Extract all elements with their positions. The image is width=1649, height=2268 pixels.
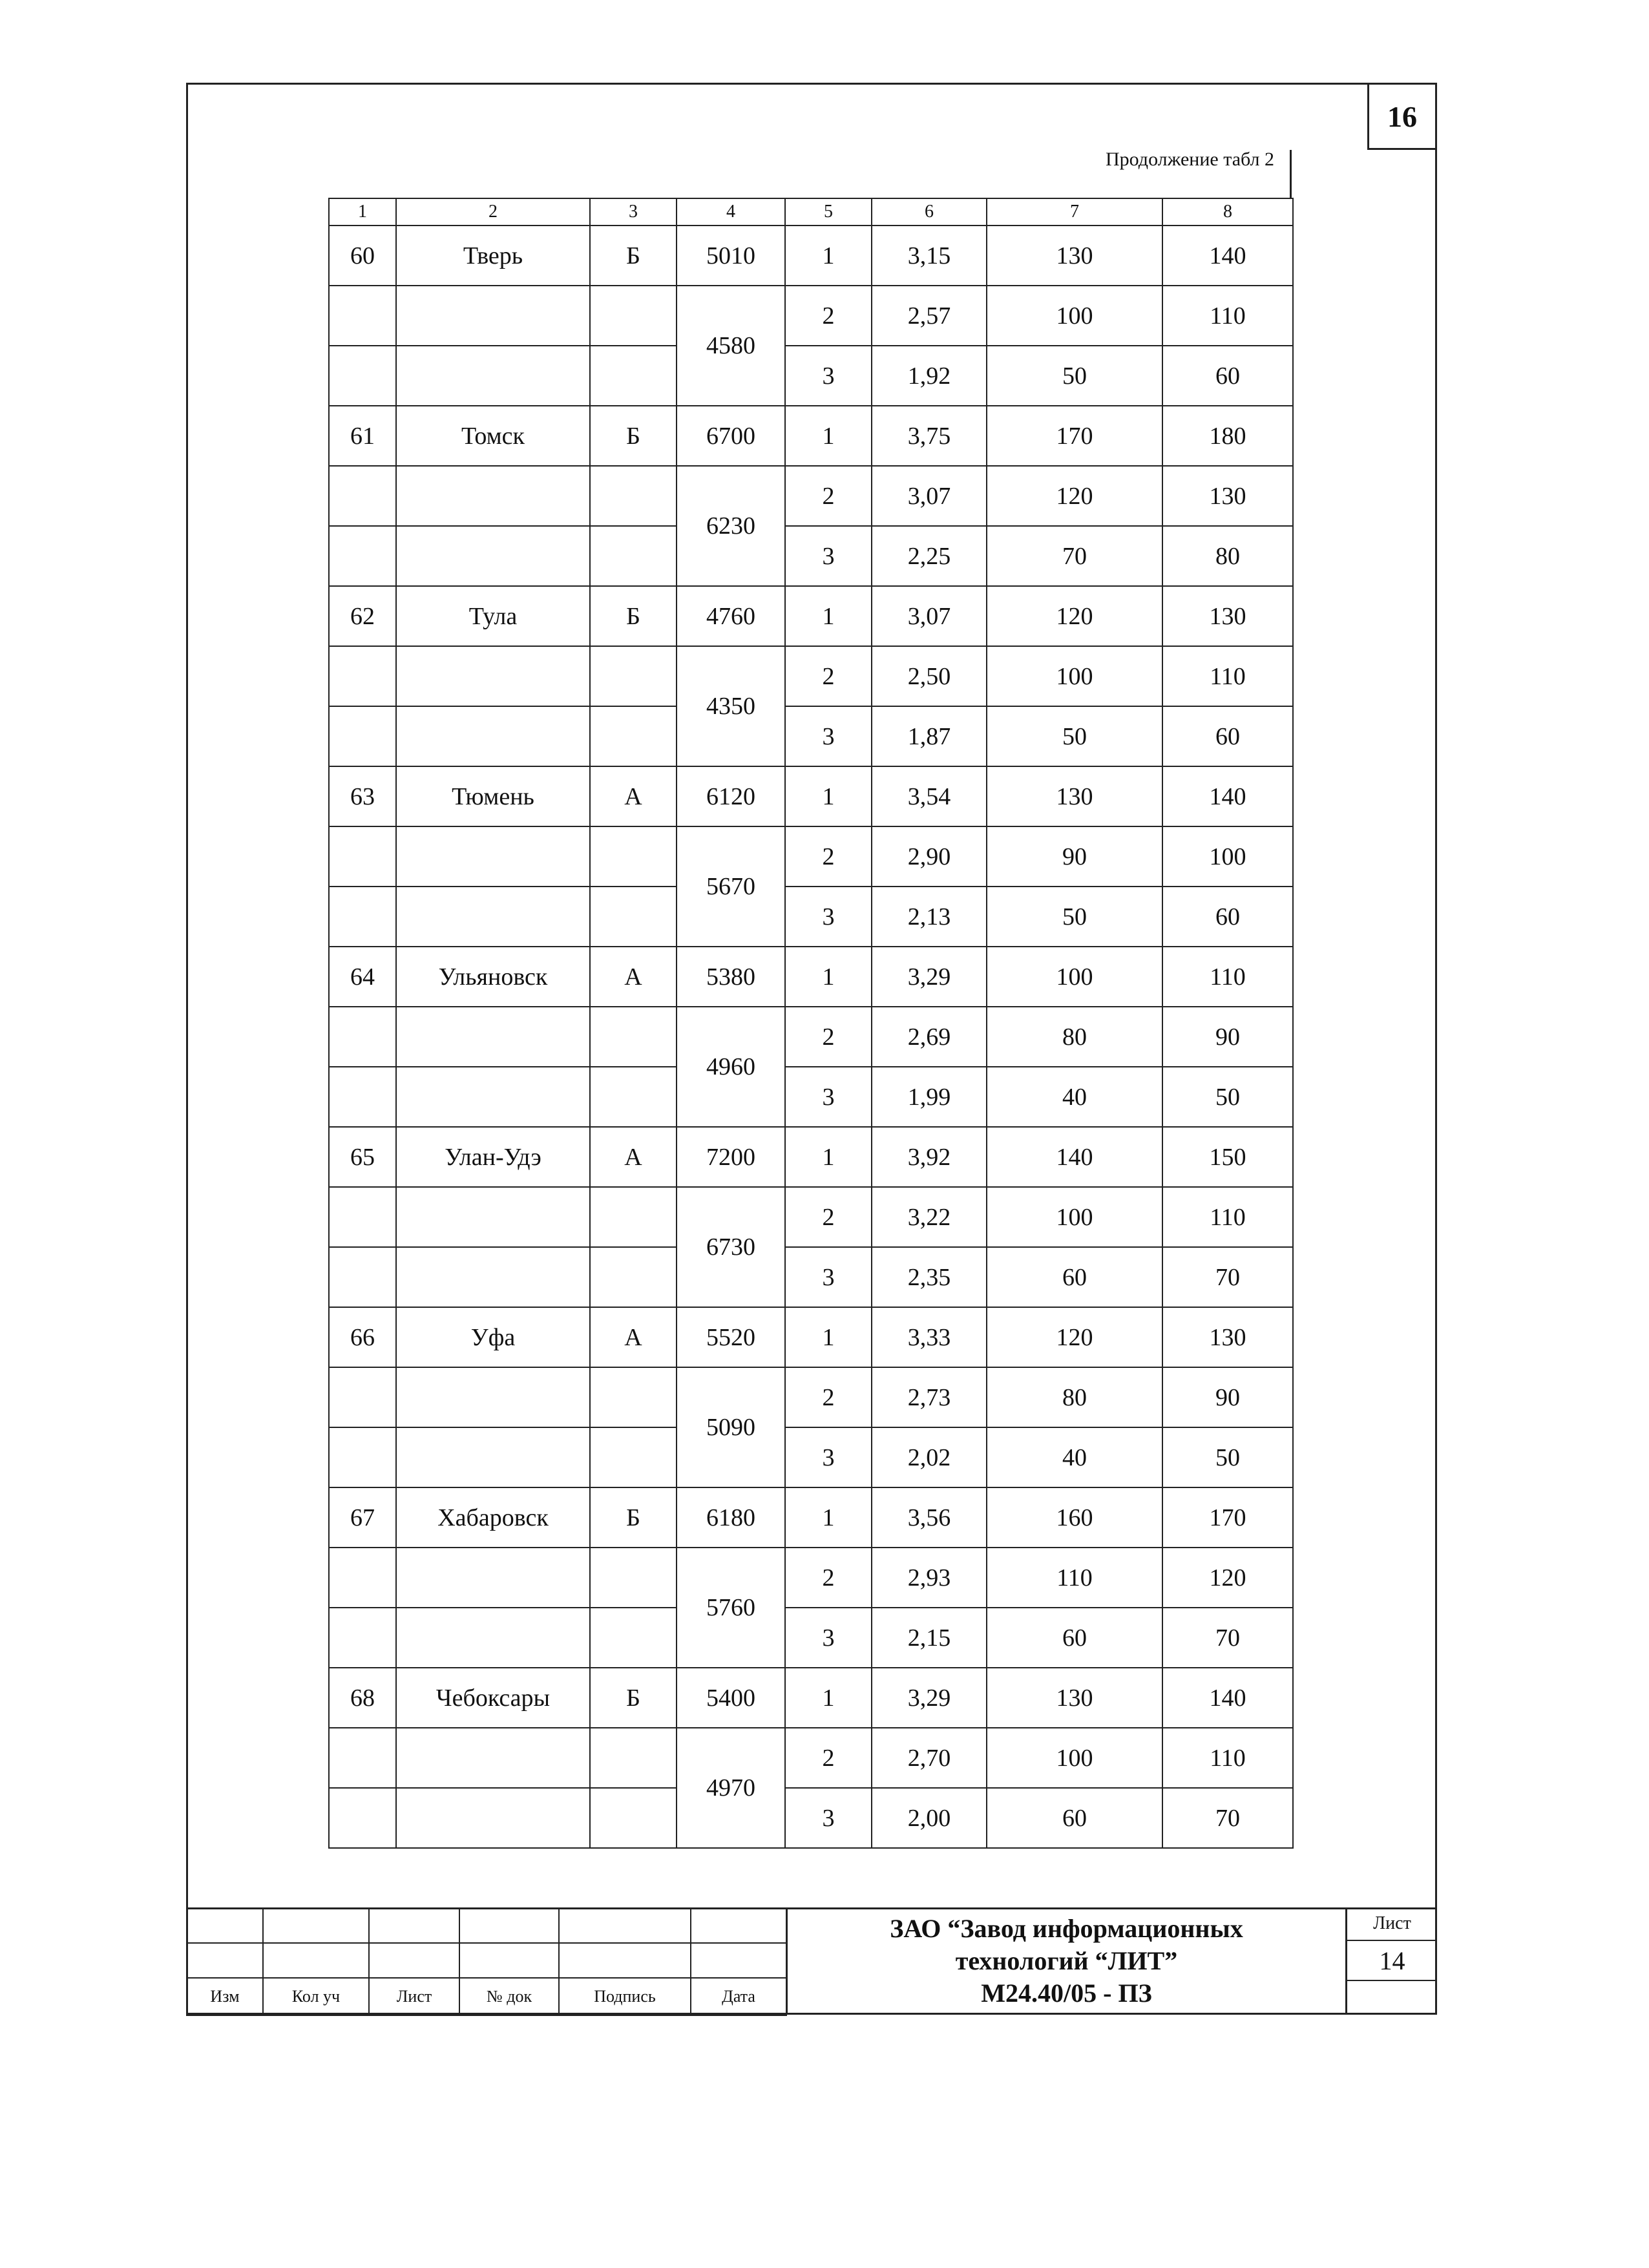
data-cell: 2,90: [872, 826, 987, 887]
page-number: 16: [1367, 83, 1437, 150]
empty-cell: [396, 1187, 590, 1247]
empty-cell: [396, 526, 590, 586]
data-cell: 80: [987, 1367, 1162, 1427]
empty-cell: [396, 1728, 590, 1788]
org-line-1: ЗАО “Завод информационных: [890, 1914, 1243, 1943]
empty-cell: [329, 1067, 396, 1127]
empty-cell: [329, 1427, 396, 1487]
data-cell: 100: [987, 1728, 1162, 1788]
data-cell: 140: [1162, 766, 1293, 826]
city-cell: Уфа: [396, 1307, 590, 1367]
document-code: М24.40/05 - ПЗ: [981, 1979, 1152, 2008]
data-cell: 110: [1162, 286, 1293, 346]
value-cell: 5760: [677, 1548, 785, 1668]
revision-cell: [559, 1908, 691, 1943]
data-cell: 110: [1162, 947, 1293, 1007]
data-cell: 80: [987, 1007, 1162, 1067]
stamp-col-list: Лист: [369, 1978, 459, 2015]
row-number-cell: 68: [329, 1668, 396, 1728]
empty-cell: [329, 286, 396, 346]
data-cell: 50: [987, 887, 1162, 947]
city-cell: Тула: [396, 586, 590, 646]
data-cell: 130: [1162, 466, 1293, 526]
zone-cell: А: [590, 947, 677, 1007]
header-cell: 6: [872, 198, 987, 226]
data-cell: 140: [987, 1127, 1162, 1187]
data-cell: 3,15: [872, 226, 987, 286]
revision-cell: [691, 1908, 786, 1943]
revision-cell: [691, 1943, 786, 1978]
value-cell: 6180: [677, 1487, 785, 1548]
empty-cell: [329, 466, 396, 526]
zone-cell: Б: [590, 586, 677, 646]
data-cell: 120: [987, 586, 1162, 646]
data-cell: 130: [1162, 1307, 1293, 1367]
empty-cell: [396, 346, 590, 406]
empty-cell: [396, 646, 590, 706]
data-cell: 2,15: [872, 1608, 987, 1668]
value-cell: 4760: [677, 586, 785, 646]
data-cell: 2: [785, 466, 872, 526]
empty-cell: [590, 466, 677, 526]
empty-cell: [590, 1427, 677, 1487]
empty-cell: [396, 706, 590, 766]
revision-cell: [459, 1908, 559, 1943]
data-cell: 120: [987, 1307, 1162, 1367]
revision-cell: [559, 1943, 691, 1978]
value-cell: 6230: [677, 466, 785, 586]
data-cell: 120: [1162, 1548, 1293, 1608]
data-cell: 150: [1162, 1127, 1293, 1187]
header-cell: 1: [329, 198, 396, 226]
header-row: [329, 198, 1293, 226]
row-number-cell: 62: [329, 586, 396, 646]
value-cell: 5010: [677, 226, 785, 286]
data-cell: 3,07: [872, 586, 987, 646]
empty-cell: [590, 1608, 677, 1668]
data-cell: 100: [987, 286, 1162, 346]
empty-cell: [329, 1548, 396, 1608]
data-cell: 3,54: [872, 766, 987, 826]
data-cell: 60: [1162, 346, 1293, 406]
value-cell: 5520: [677, 1307, 785, 1367]
value-cell: 6120: [677, 766, 785, 826]
empty-cell: [590, 1788, 677, 1848]
table-row: [329, 646, 1293, 706]
empty-cell: [329, 1788, 396, 1848]
data-cell: 130: [1162, 586, 1293, 646]
empty-cell: [590, 1367, 677, 1427]
data-cell: 170: [987, 406, 1162, 466]
data-cell: 100: [1162, 826, 1293, 887]
data-cell: 2,13: [872, 887, 987, 947]
data-cell: 2: [785, 1367, 872, 1427]
data-cell: 2: [785, 646, 872, 706]
row-number-cell: 64: [329, 947, 396, 1007]
data-cell: 1: [785, 586, 872, 646]
stamp-col-date: Дата: [691, 1978, 786, 2015]
data-cell: 3: [785, 887, 872, 947]
row-number-cell: 66: [329, 1307, 396, 1367]
data-cell: 3: [785, 1067, 872, 1127]
continuation-marker: [1290, 150, 1292, 198]
data-cell: 110: [987, 1548, 1162, 1608]
city-cell: Чебоксары: [396, 1668, 590, 1728]
empty-cell: [329, 1007, 396, 1067]
stamp-col-doc: № док: [459, 1978, 559, 2015]
header-cell: 8: [1162, 198, 1293, 226]
data-cell: 50: [987, 346, 1162, 406]
revision-cell: [369, 1908, 459, 1943]
data-cell: 40: [987, 1067, 1162, 1127]
data-cell: 2: [785, 1548, 872, 1608]
empty-cell: [590, 1247, 677, 1307]
data-cell: 2,02: [872, 1427, 987, 1487]
empty-cell: [590, 1548, 677, 1608]
zone-cell: Б: [590, 1668, 677, 1728]
data-cell: 140: [1162, 1668, 1293, 1728]
data-cell: 3: [785, 1427, 872, 1487]
data-cell: 3,29: [872, 947, 987, 1007]
empty-cell: [329, 1367, 396, 1427]
data-cell: 3,92: [872, 1127, 987, 1187]
data-cell: 1: [785, 406, 872, 466]
revision-cell: [187, 1908, 263, 1943]
revision-cell: [263, 1908, 369, 1943]
data-cell: 3: [785, 1608, 872, 1668]
table-row: [329, 1247, 1293, 1307]
data-cell: 1,92: [872, 346, 987, 406]
table-row: [329, 406, 1293, 466]
header-cell: 4: [677, 198, 785, 226]
row-number-cell: 65: [329, 1127, 396, 1187]
empty-cell: [396, 466, 590, 526]
empty-cell: [396, 1608, 590, 1668]
empty-cell: [396, 1788, 590, 1848]
empty-cell: [329, 706, 396, 766]
data-cell: 1: [785, 766, 872, 826]
data-cell: 3: [785, 1788, 872, 1848]
data-cell: 2: [785, 1007, 872, 1067]
data-cell: 3: [785, 346, 872, 406]
value-cell: 5380: [677, 947, 785, 1007]
table-row: [329, 466, 1293, 526]
data-cell: 1,87: [872, 706, 987, 766]
data-cell: 60: [987, 1608, 1162, 1668]
empty-cell: [590, 706, 677, 766]
data-cell: 3: [785, 706, 872, 766]
data-cell: 130: [987, 226, 1162, 286]
sheet-number: 14: [1347, 1941, 1437, 1981]
empty-cell: [396, 1367, 590, 1427]
data-cell: 1: [785, 1668, 872, 1728]
row-number-cell: 63: [329, 766, 396, 826]
table-row: [329, 1427, 1293, 1487]
empty-cell: [590, 286, 677, 346]
empty-cell: [396, 1247, 590, 1307]
empty-cell: [329, 1247, 396, 1307]
data-cell: 2,25: [872, 526, 987, 586]
data-cell: 2: [785, 826, 872, 887]
data-cell: 110: [1162, 1187, 1293, 1247]
row-number-cell: 60: [329, 226, 396, 286]
revision-cell: [263, 1943, 369, 1978]
data-cell: 90: [1162, 1007, 1293, 1067]
stamp-col-izm: Изм: [187, 1978, 263, 2015]
revision-table: [186, 1907, 787, 2016]
table-row: [329, 887, 1293, 947]
table-row: [329, 346, 1293, 406]
empty-cell: [590, 826, 677, 887]
data-cell: 70: [987, 526, 1162, 586]
table-row: [329, 1487, 1293, 1548]
data-cell: 2: [785, 1187, 872, 1247]
empty-cell: [329, 646, 396, 706]
data-cell: 3: [785, 1247, 872, 1307]
table-row: [329, 1548, 1293, 1608]
data-cell: 170: [1162, 1487, 1293, 1548]
data-cell: 50: [1162, 1427, 1293, 1487]
revision-cell: [369, 1943, 459, 1978]
empty-cell: [329, 887, 396, 947]
table-row: [329, 586, 1293, 646]
table-row: [329, 1668, 1293, 1728]
data-cell: 40: [987, 1427, 1162, 1487]
sheet-box: [1345, 1907, 1437, 2015]
table-row: [329, 766, 1293, 826]
empty-cell: [329, 1728, 396, 1788]
table-row: [329, 947, 1293, 1007]
data-cell: 3,29: [872, 1668, 987, 1728]
empty-cell: [396, 1427, 590, 1487]
empty-cell: [396, 286, 590, 346]
sheet-label: Лист: [1347, 1907, 1437, 1941]
data-cell: 2,70: [872, 1728, 987, 1788]
data-cell: 1,99: [872, 1067, 987, 1127]
continuation-label: Продолжение табл 2: [1106, 149, 1274, 170]
value-cell: 5670: [677, 826, 785, 947]
data-cell: 2,73: [872, 1367, 987, 1427]
zone-cell: А: [590, 1127, 677, 1187]
empty-cell: [329, 826, 396, 887]
table-row: [329, 226, 1293, 286]
data-cell: 60: [1162, 706, 1293, 766]
data-cell: 130: [987, 1668, 1162, 1728]
data-cell: 3,22: [872, 1187, 987, 1247]
zone-cell: А: [590, 766, 677, 826]
city-cell: Тверь: [396, 226, 590, 286]
table-row: [329, 1007, 1293, 1067]
data-cell: 2,69: [872, 1007, 987, 1067]
data-cell: 160: [987, 1487, 1162, 1548]
value-cell: 4960: [677, 1007, 785, 1127]
empty-cell: [590, 526, 677, 586]
header-cell: 7: [987, 198, 1162, 226]
data-cell: 110: [1162, 646, 1293, 706]
data-cell: 3,75: [872, 406, 987, 466]
empty-cell: [396, 887, 590, 947]
zone-cell: Б: [590, 406, 677, 466]
table-row: [329, 1788, 1293, 1848]
value-cell: 6730: [677, 1187, 785, 1307]
data-cell: 60: [987, 1788, 1162, 1848]
data-cell: 1: [785, 1127, 872, 1187]
table-row: [329, 706, 1293, 766]
table-row: [329, 526, 1293, 586]
data-cell: 3,33: [872, 1307, 987, 1367]
empty-cell: [329, 526, 396, 586]
data-cell: 80: [1162, 526, 1293, 586]
table-row: [329, 1187, 1293, 1247]
empty-cell: [396, 1548, 590, 1608]
data-cell: 90: [987, 826, 1162, 887]
data-cell: 3,07: [872, 466, 987, 526]
table-row: [329, 1127, 1293, 1187]
data-cell: 130: [987, 766, 1162, 826]
title-block: [186, 1907, 1437, 2015]
data-cell: 1: [785, 947, 872, 1007]
data-cell: 1: [785, 1487, 872, 1548]
header-cell: 2: [396, 198, 590, 226]
data-cell: 2,50: [872, 646, 987, 706]
empty-cell: [329, 346, 396, 406]
table-row: [329, 1728, 1293, 1788]
table-row: [329, 826, 1293, 887]
data-cell: 2,93: [872, 1548, 987, 1608]
data-cell: 50: [1162, 1067, 1293, 1127]
value-cell: 7200: [677, 1127, 785, 1187]
row-number-cell: 61: [329, 406, 396, 466]
data-cell: 100: [987, 947, 1162, 1007]
revision-cell: [459, 1943, 559, 1978]
value-cell: 4580: [677, 286, 785, 406]
data-cell: 110: [1162, 1728, 1293, 1788]
city-cell: Ульяновск: [396, 947, 590, 1007]
empty-cell: [590, 887, 677, 947]
empty-cell: [396, 1067, 590, 1127]
data-cell: 2: [785, 286, 872, 346]
empty-cell: [396, 826, 590, 887]
value-cell: 4970: [677, 1728, 785, 1848]
zone-cell: Б: [590, 226, 677, 286]
data-cell: 1: [785, 1307, 872, 1367]
data-cell: 50: [987, 706, 1162, 766]
data-cell: 60: [1162, 887, 1293, 947]
data-cell: 2,35: [872, 1247, 987, 1307]
empty-cell: [329, 1187, 396, 1247]
city-cell: Хабаровск: [396, 1487, 590, 1548]
data-cell: 90: [1162, 1367, 1293, 1427]
table-row: [329, 286, 1293, 346]
data-cell: 3: [785, 526, 872, 586]
data-cell: 2: [785, 1728, 872, 1788]
table-row: [329, 1067, 1293, 1127]
data-table: [328, 198, 1294, 1849]
stamp-col-kol-uch: Кол уч: [263, 1978, 369, 2015]
empty-cell: [590, 646, 677, 706]
table-row: [329, 1307, 1293, 1367]
empty-cell: [590, 1067, 677, 1127]
value-cell: 6700: [677, 406, 785, 466]
row-number-cell: 67: [329, 1487, 396, 1548]
value-cell: 5400: [677, 1668, 785, 1728]
empty-cell: [590, 1728, 677, 1788]
empty-cell: [329, 1608, 396, 1668]
data-cell: 120: [987, 466, 1162, 526]
data-cell: 60: [987, 1247, 1162, 1307]
table-row: [329, 1608, 1293, 1668]
empty-cell: [590, 346, 677, 406]
header-cell: 5: [785, 198, 872, 226]
data-cell: 180: [1162, 406, 1293, 466]
city-cell: Тюмень: [396, 766, 590, 826]
table-row: [329, 1367, 1293, 1427]
org-line-2: технологий “ЛИТ”: [955, 1946, 1178, 1975]
header-cell: 3: [590, 198, 677, 226]
empty-cell: [396, 1007, 590, 1067]
empty-cell: [590, 1187, 677, 1247]
revision-cell: [187, 1943, 263, 1978]
data-cell: 70: [1162, 1788, 1293, 1848]
data-cell: 100: [987, 646, 1162, 706]
value-cell: 4350: [677, 646, 785, 766]
data-cell: 70: [1162, 1247, 1293, 1307]
data-cell: 3,56: [872, 1487, 987, 1548]
data-cell: 140: [1162, 226, 1293, 286]
stamp-col-signature: Подпись: [559, 1978, 691, 2015]
city-cell: Томск: [396, 406, 590, 466]
zone-cell: А: [590, 1307, 677, 1367]
city-cell: Улан-Удэ: [396, 1127, 590, 1187]
data-cell: 2,57: [872, 286, 987, 346]
data-cell: 1: [785, 226, 872, 286]
data-cell: 2,00: [872, 1788, 987, 1848]
data-cell: 100: [987, 1187, 1162, 1247]
zone-cell: Б: [590, 1487, 677, 1548]
organization-block: [786, 1907, 1345, 2015]
value-cell: 5090: [677, 1367, 785, 1487]
data-cell: 70: [1162, 1608, 1293, 1668]
empty-cell: [590, 1007, 677, 1067]
